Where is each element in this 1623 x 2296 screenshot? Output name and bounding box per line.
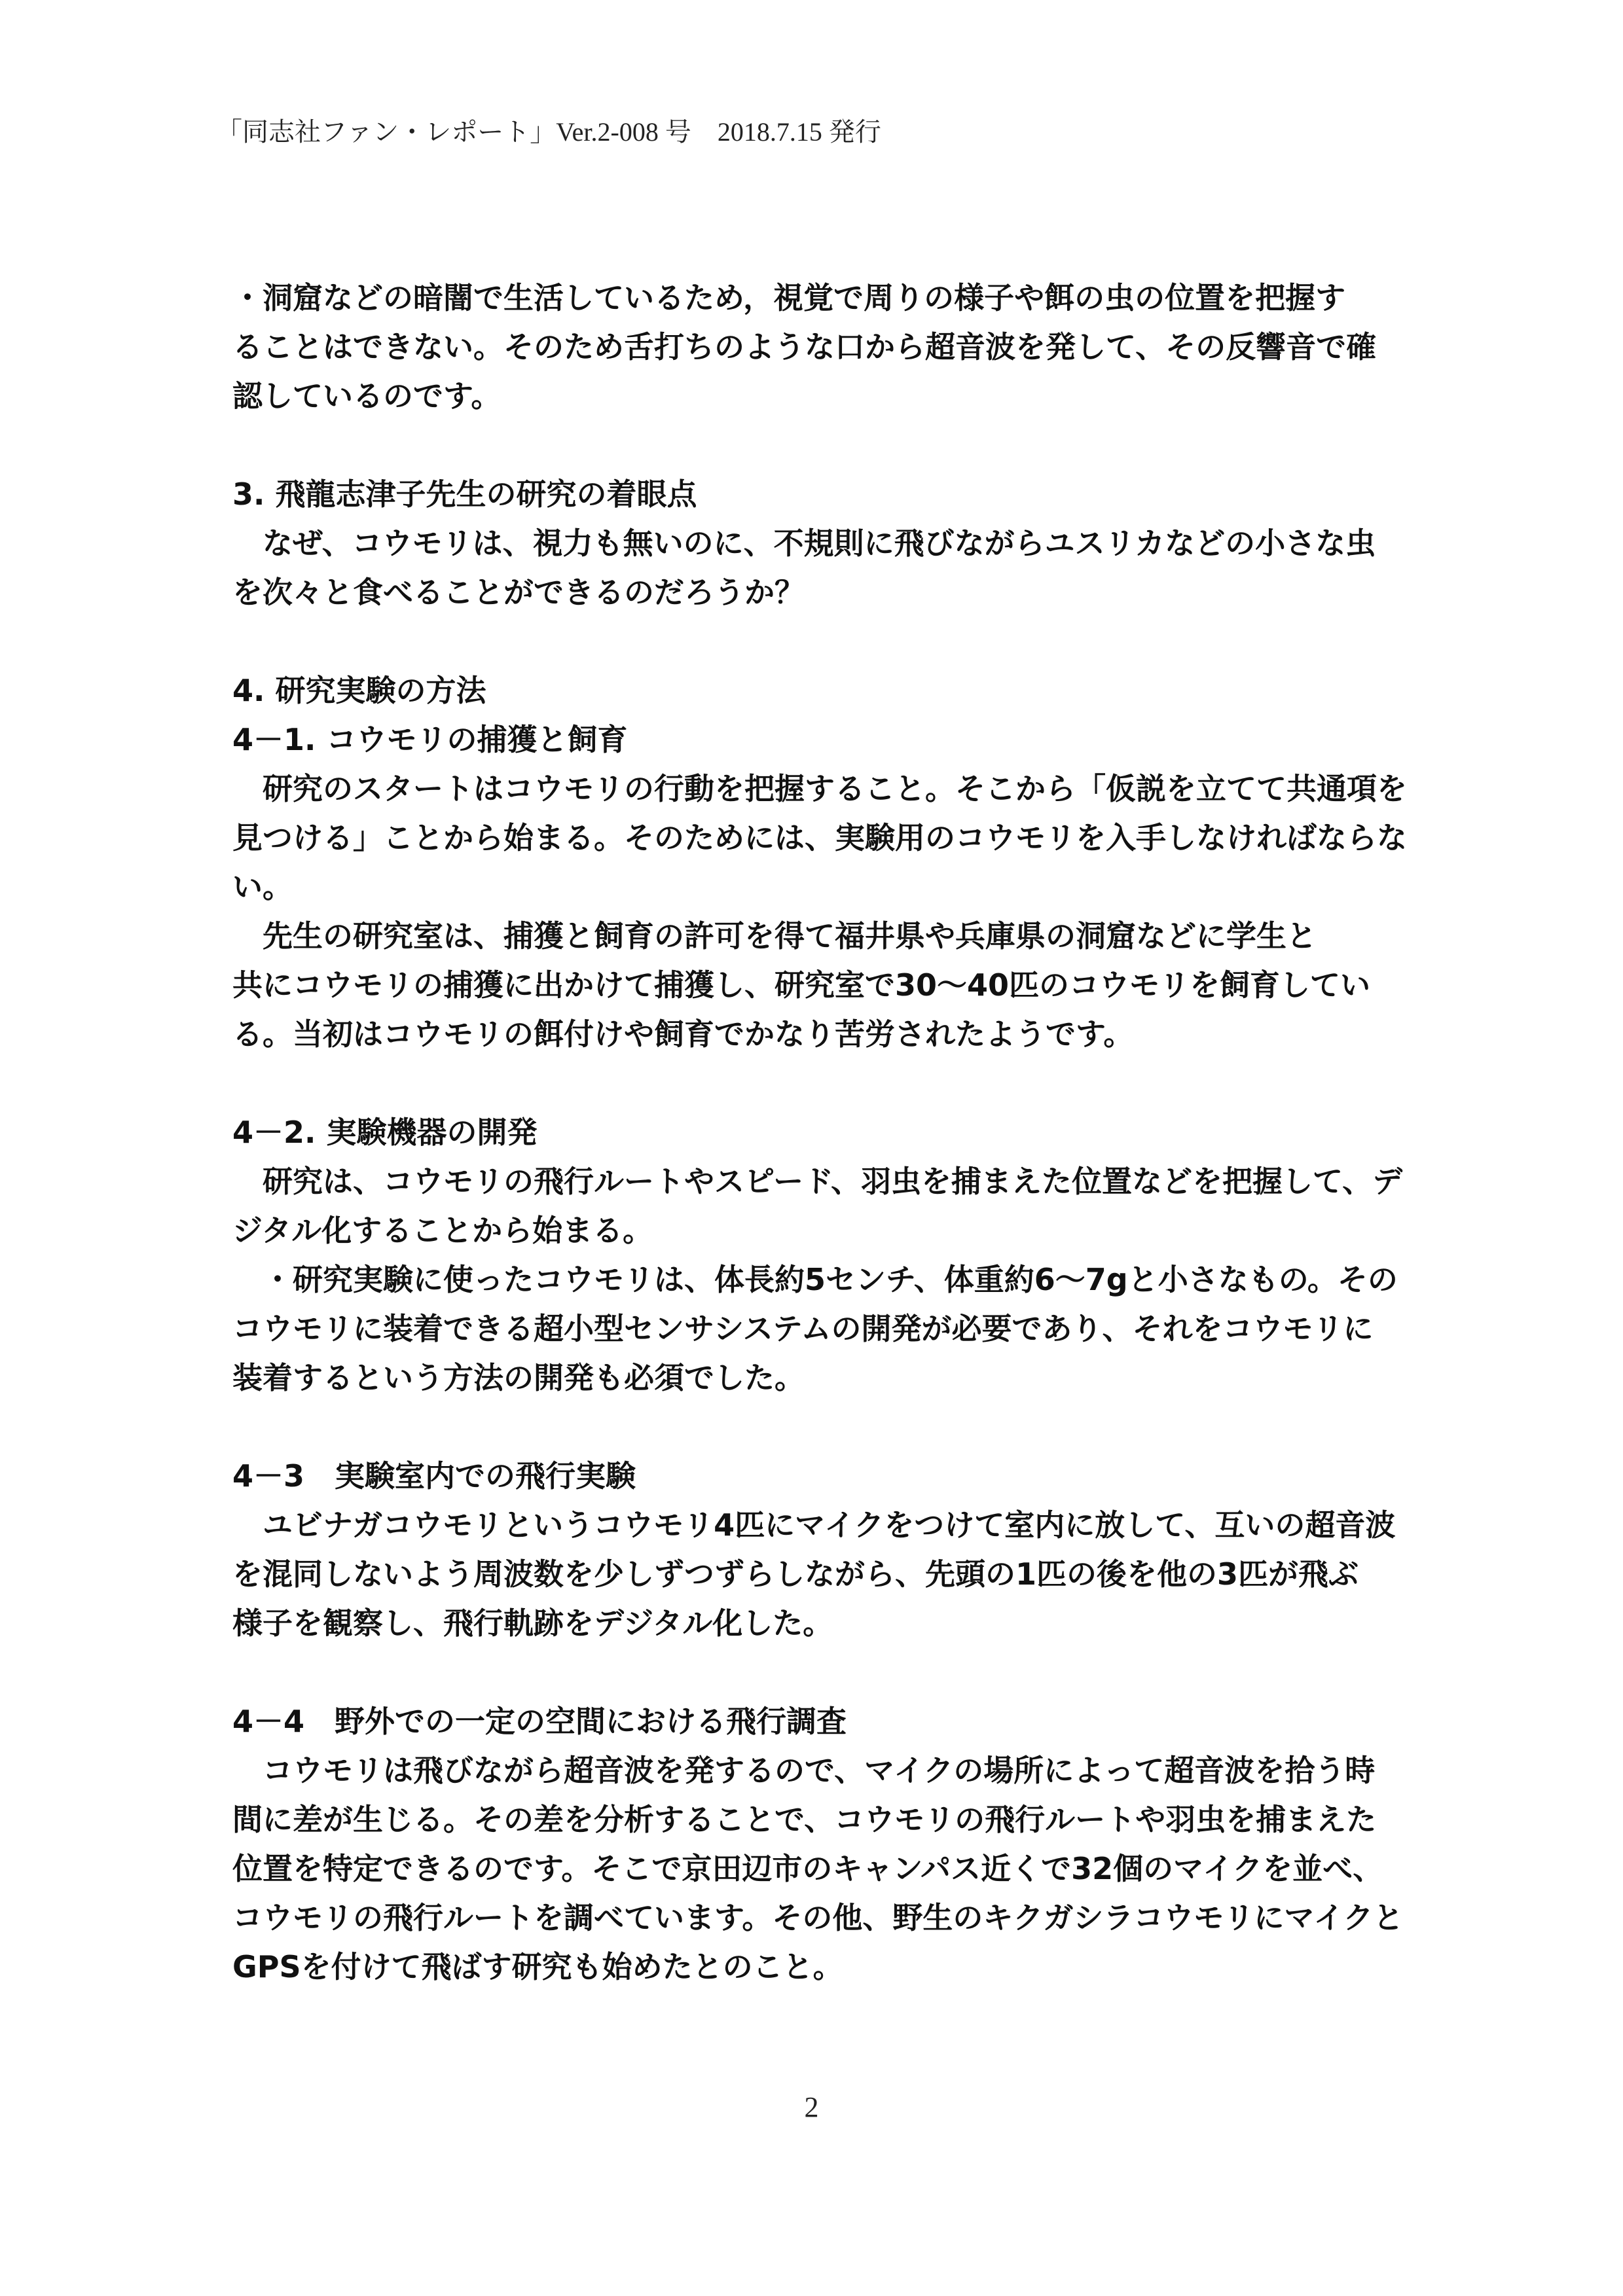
paragraph-line: ユビナガコウモリというコウモリ4匹にマイクをつけて室内に放して、互いの超音波	[232, 1507, 1396, 1543]
page-header: 「同志社ファン・レポート」Ver.2-008 号 2018.7.15 発行	[216, 117, 881, 147]
section-heading-3: 3. 飛龍志津子先生の研究の着眼点	[232, 476, 697, 512]
subsection-heading-4-2: 4－2. 実験機器の開発	[232, 1115, 538, 1150]
blank-line	[232, 1403, 1404, 1452]
paragraph-line: なぜ、コウモリは、視力も無いのに、不規則に飛びながらユスリカなどの小さな虫	[232, 526, 1376, 561]
paragraph-line: GPSを付けて飛ばす研究も始めたとのこと。	[232, 1949, 843, 1984]
paragraph-line: 様子を観察し、飛行軌跡をデジタル化した。	[232, 1605, 833, 1641]
paragraph-line: る。当初はコウモリの餌付けや飼育でかなり苦労されたようです。	[232, 1016, 1134, 1052]
paragraph-line: 装着するという方法の開発も必須でした。	[232, 1360, 805, 1395]
subsection-heading-4-1: 4－1. コウモリの捕獲と飼育	[232, 722, 628, 757]
paragraph-line: 研究のスタートはコウモリの行動を把握すること。そこから「仮説を立てて共通項を	[232, 771, 1407, 806]
paragraph-line: ジタル化することから始まる。	[232, 1213, 653, 1248]
paragraph-line: コウモリに装着できる超小型センサシステムの開発が必要であり、それをコウモリに	[232, 1311, 1374, 1346]
paragraph-line: 見つける」ことから始まる。そのためには、実験用のコウモリを入手しなければならな	[232, 820, 1407, 855]
paragraph-line: コウモリの飛行ルートを調べています。その他、野生のキクガシラコウモリにマイクと	[232, 1900, 1404, 1935]
paragraph-line: ・研究実験に使ったコウモリは、体長約5センチ、体重約6～7gと小さなもの。その	[232, 1262, 1398, 1297]
paragraph-line: ・洞窟などの暗闇で生活しているため，視覚で周りの様子や餌の虫の位置を把握す	[232, 280, 1346, 315]
blank-line	[232, 421, 1404, 470]
blank-line	[232, 1648, 1404, 1697]
paragraph-line: 研究は、コウモリの飛行ルートやスピード、羽虫を捕まえた位置などを把握して、デ	[232, 1164, 1403, 1199]
paragraph-line: コウモリは飛びながら超音波を発するので、マイクの場所によって超音波を拾う時	[232, 1753, 1376, 1788]
page-number: 2	[804, 2091, 819, 2123]
paragraph-line: 共にコウモリの捕獲に出かけて捕獲し、研究室で30～40匹のコウモリを飼育してい	[232, 967, 1371, 1003]
subsection-heading-4-4: 4－4 野外での一定の空間における飛行調査	[232, 1704, 847, 1739]
paragraph-line: を混同しないよう周波数を少しずつずらしながら、先頭の1匹の後を他の3匹が飛ぶ	[232, 1556, 1359, 1592]
paragraph-line: 先生の研究室は、捕獲と飼育の許可を得て福井県や兵庫県の洞窟などに学生と	[232, 918, 1317, 954]
paragraph-line: ることはできない。そのため舌打ちのような口から超音波を発して、その反響音で確	[232, 329, 1377, 365]
paragraph-line: い。	[232, 869, 293, 905]
section-heading-4: 4. 研究実験の方法	[232, 673, 486, 708]
paragraph-line: 位置を特定できるのです。そこで京田辺市のキャンパス近くで32個のマイクを並べ、	[232, 1851, 1383, 1886]
paragraph-line: を次々と食べることができるのだろうか？	[232, 575, 805, 610]
subsection-heading-4-3: 4－3 実験室内での飛行実験	[232, 1458, 636, 1494]
body-text	[232, 274, 1407, 1992]
blank-line	[232, 1059, 1404, 1108]
paragraph-line: 認しているのです。	[232, 378, 501, 414]
blank-line	[232, 617, 1404, 666]
paragraph-line: 間に差が生じる。その差を分析することで、コウモリの飛行ルートや羽虫を捕まえた	[232, 1802, 1377, 1837]
